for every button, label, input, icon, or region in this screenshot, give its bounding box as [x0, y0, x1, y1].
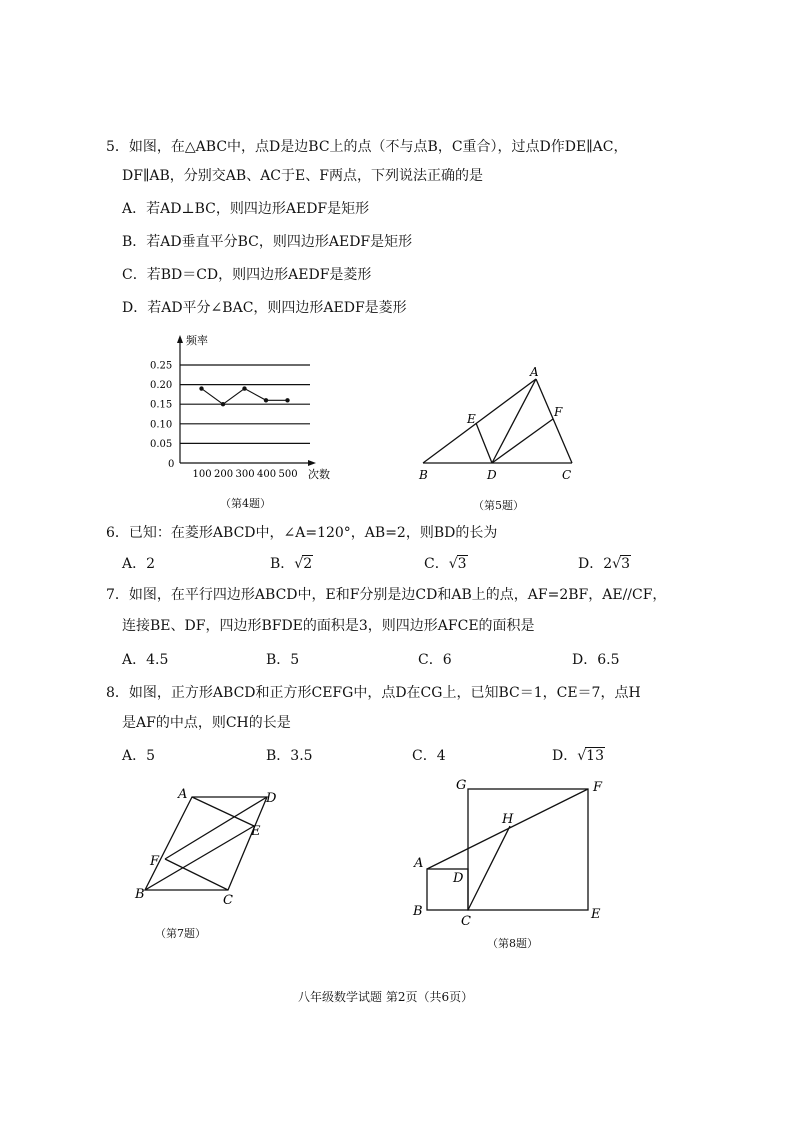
q6-option-b: B．√2 — [270, 556, 313, 572]
fig4-data-point — [221, 402, 225, 406]
fig4-origin: 0 — [168, 459, 175, 470]
fig4-xlabel: 次数 — [308, 468, 330, 481]
fig5-side-ac — [536, 379, 572, 463]
fig4-ylabel: 频率 — [186, 334, 208, 347]
fig4-data-point — [285, 398, 289, 402]
fig4-xtick-label: 400 — [257, 469, 277, 480]
q5-stem-line2: DF∥AB，分别交AB、AC于E、F两点，下列说法正确的是 — [122, 168, 483, 184]
fig4-ytick-label: 0.05 — [150, 438, 173, 450]
q5-option-c: C．若BD＝CD，则四边形AEDF是菱形 — [122, 267, 372, 283]
fig4-xtick-label: 500 — [278, 469, 298, 480]
fig4-caption: （第4题） — [220, 497, 271, 510]
q8-option-a: A．5 — [122, 748, 156, 764]
fig4-ytick-label: 0.20 — [150, 380, 173, 392]
fig4-series-line — [202, 389, 288, 405]
fig7-label-d: D — [266, 791, 277, 806]
fig5-caption: （第5题） — [473, 499, 524, 512]
fig4-y-axis-arrow — [177, 335, 183, 343]
fig7-label-b: B — [135, 887, 145, 902]
fig7-figure — [130, 780, 290, 910]
q8-option-c: C．4 — [412, 748, 446, 764]
fig7-label-e: E — [251, 824, 261, 839]
q8-option-b: B．3.5 — [266, 748, 313, 764]
fig5-label-f: F — [554, 405, 563, 419]
fig4-data-point — [242, 386, 246, 390]
q8-stem-line1: 8．如图，正方形ABCD和正方形CEFG中，点D在CG上，已知BC＝1，CE＝7，点H — [106, 685, 641, 701]
fig4-gridlines — [180, 365, 310, 443]
fig8-figure — [405, 770, 620, 930]
fig8-label-b: B — [413, 904, 423, 919]
q8-option-d: D．√13 — [552, 748, 604, 764]
fig4-ytick-label: 0.10 — [150, 419, 173, 431]
fig5-segment-ad — [492, 379, 536, 463]
fig8-label-h: H — [502, 812, 514, 827]
fig4-data-point — [264, 398, 268, 402]
fig8-segment-af — [427, 789, 588, 869]
fig8-caption: （第8题） — [487, 937, 538, 950]
fig5-label-d: D — [487, 468, 497, 482]
q5-option-b: B．若AD垂直平分BC，则四边形AEDF是矩形 — [122, 234, 413, 250]
q7-stem-line1: 7．如图，在平行四边形ABCD中，E和F分别是边CD和AB上的点，AF=2BF，AE//CF， — [106, 587, 667, 603]
fig5-label-c: C — [562, 468, 572, 482]
fig4-xtick-label: 300 — [235, 469, 255, 480]
fig5-label-a: A — [530, 365, 539, 379]
q6-option-d: D．2√3 — [578, 556, 630, 572]
q7-option-c: C．6 — [418, 652, 452, 668]
q5-option-d: D．若AD平分∠BAC，则四边形AEDF是菱形 — [122, 300, 407, 316]
page-footer: 八年级数学试题 第2页（共6页） — [298, 990, 474, 1004]
fig5-segment-de — [476, 423, 492, 463]
q8-stem-line2: 是AF的中点，则CH的长是 — [122, 715, 291, 731]
fig4-xtick-label: 200 — [214, 469, 234, 480]
fig8-label-f: F — [593, 780, 603, 795]
fig7-segment-ae — [192, 797, 254, 826]
fig8-label-e: E — [591, 907, 601, 922]
q6-option-a: A．2 — [122, 556, 156, 572]
fig8-square-cefg — [468, 789, 588, 910]
fig7-label-a: A — [178, 787, 188, 802]
fig8-label-d: D — [453, 871, 464, 886]
fig4-ytick-label: 0.25 — [150, 360, 173, 372]
fig5-figure — [410, 360, 585, 490]
q7-option-d: D．6.5 — [572, 652, 620, 668]
fig8-label-c: C — [461, 914, 471, 929]
fig7-label-c: C — [223, 893, 233, 908]
fig4-chart — [150, 325, 340, 485]
fig5-segment-df — [492, 419, 553, 463]
fig7-segment-fc — [165, 859, 228, 890]
fig8-label-g: G — [456, 778, 467, 793]
q6-option-c: C．√3 — [424, 556, 467, 572]
fig5-label-b: B — [419, 468, 428, 482]
q5-stem-line1: 5．如图，在△ABC中，点D是边BC上的点（不与点B，C重合），过点D作DE∥AC， — [106, 139, 628, 155]
fig4-xtick-label: 100 — [192, 469, 212, 480]
fig5-label-e: E — [467, 412, 476, 426]
fig5-side-ab — [423, 379, 536, 463]
fig7-parallelogram — [145, 797, 267, 890]
fig7-caption: （第7题） — [155, 927, 206, 940]
q7-stem-line2: 连接BE、DF，四边形BFDE的面积是3，则四边形AFCE的面积是 — [122, 618, 535, 634]
q7-option-b: B．5 — [266, 652, 300, 668]
q7-option-a: A．4.5 — [122, 652, 169, 668]
fig4-x-axis-arrow — [308, 460, 316, 466]
fig4-data-point — [199, 386, 203, 390]
fig7-label-f: F — [150, 854, 160, 869]
fig4-ytick-label: 0.15 — [150, 399, 173, 411]
fig8-label-a: A — [414, 856, 424, 871]
q6-stem: 6．已知：在菱形ABCD中，∠A=120°，AB=2，则BD的长为 — [106, 525, 498, 541]
q5-option-a: A．若AD⊥BC，则四边形AEDF是矩形 — [122, 201, 370, 217]
